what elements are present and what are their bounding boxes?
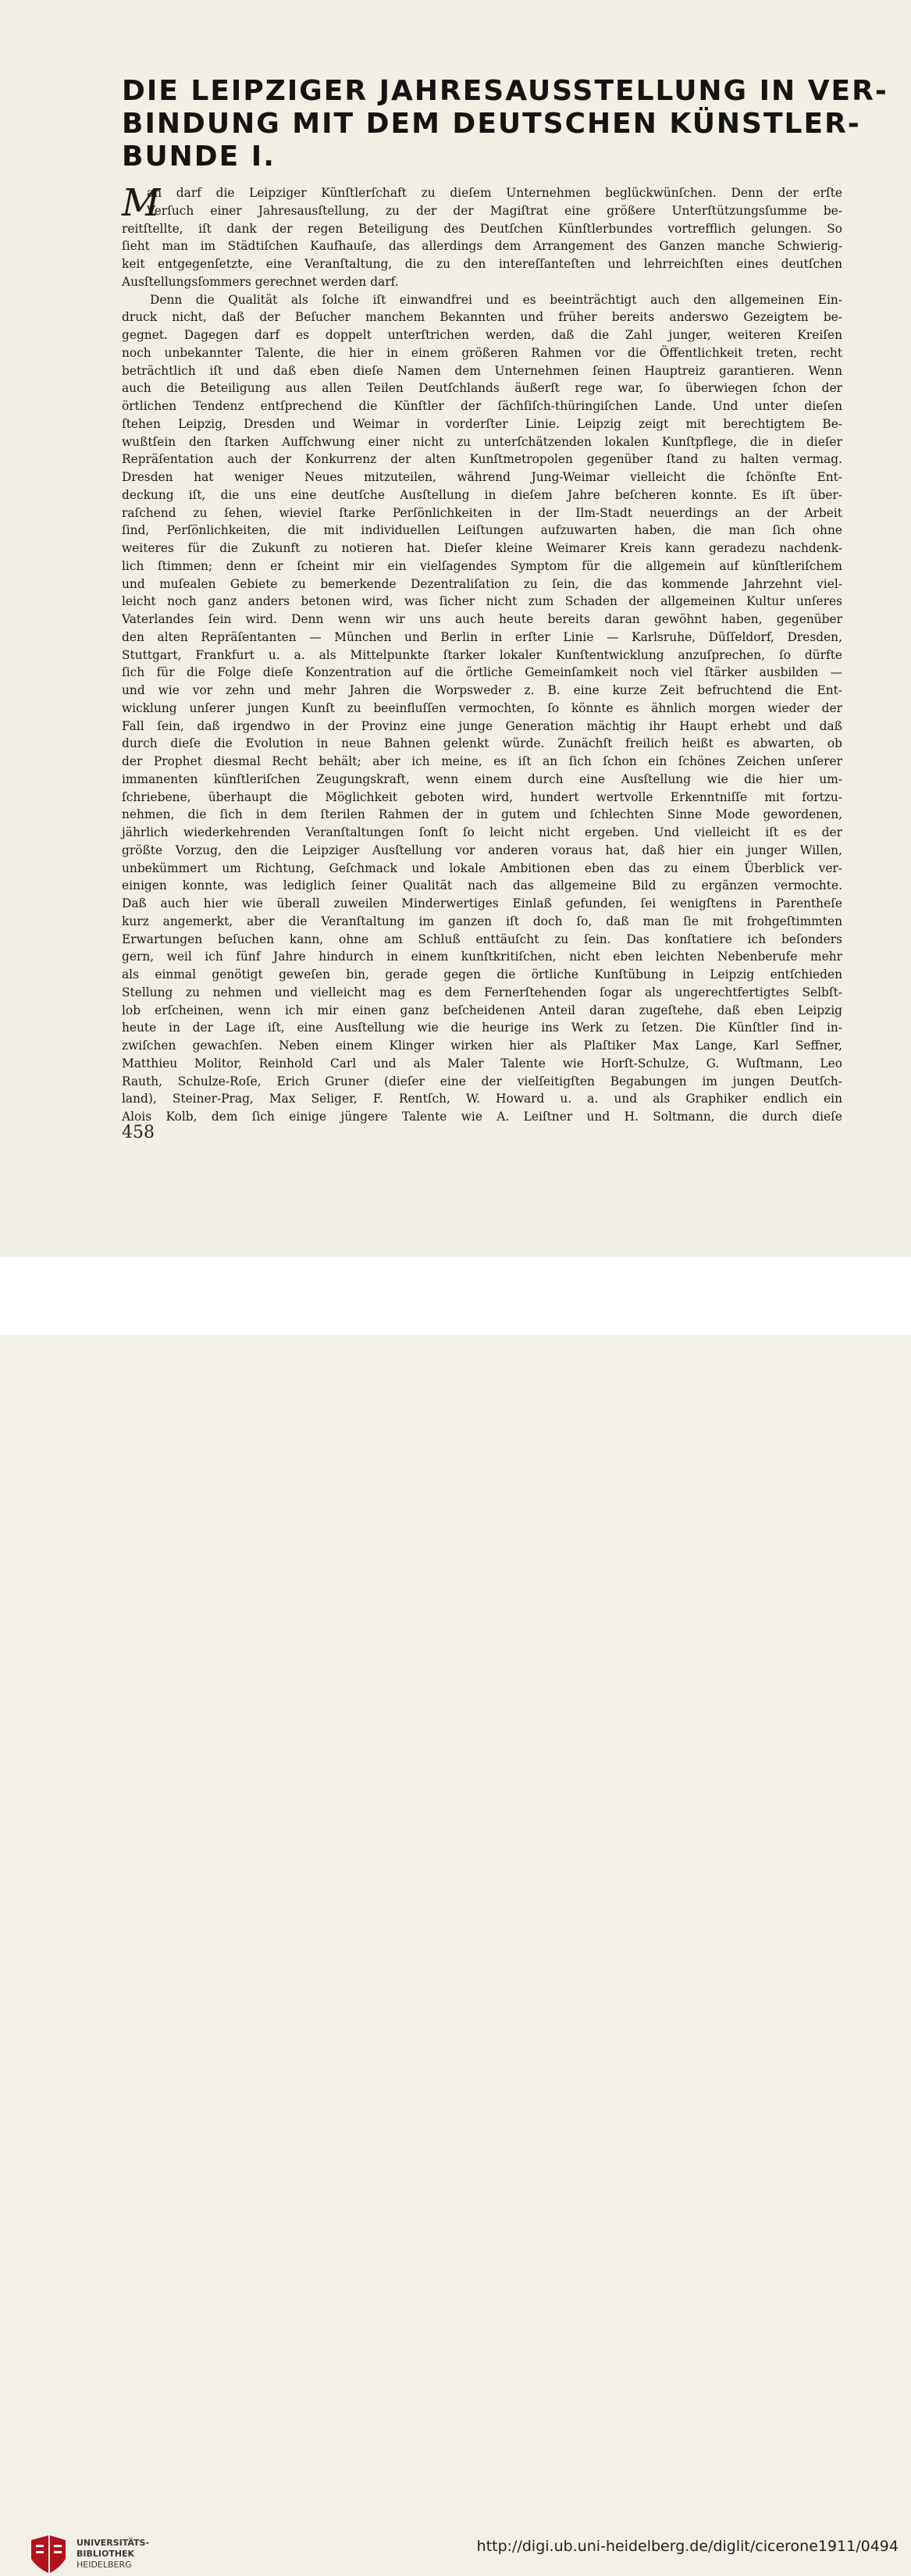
body-line: Vaterlandes ſein wird. Denn wenn wir uns auch heute bereits daran gewöhnt haben, gegenüber [122,612,842,626]
body-line: Fall ſein, daß irgendwo in der Provinz eine junge Generation mächtig ihr Haupt erhebt und daß [122,718,842,733]
body-line: Rauth, Schulze-Roſe, Erich Gruner (dieſer eine der vielſeitigſten Begabungen im jungen Deutſch- [122,1074,842,1088]
body-line: und muſealen Gebiete zu bemerkende Dezentraliſation zu ſein, die das kommende Jahrzehnt viel- [122,576,842,591]
body-line: heute in der Lage iſt, eine Ausſtellung wie die heurige ins Werk zu ſetzen. Die Künſtler ſind in- [122,1021,842,1035]
library-name [77,2538,149,2571]
body-line: durch dieſe die Evolution in neue Bahnen gelenkt würde. Zunächſt freilich heißt es abwarten, ob [122,736,842,751]
library-name-line-2: BIBLIOTHEK [77,2549,135,2559]
drop-cap-initial: M [122,181,161,225]
body-line: nehmen, die ſich in dem ſterilen Rahmen der in gutem und ſchlechten Sinne Mode gewordenen, [122,807,842,822]
heading-line-1: DIE LEIPZIGER JAHRESAUSSTELLUNG IN VER- [122,75,888,107]
body-line: kurz angemerkt, aber die Veranſtaltung im ganzen iſt doch ſo, daß man ſie mit frohgeſtimmten [122,914,842,928]
library-name-line-1: UNIVERSITÄTS- [77,2538,150,2548]
body-line: als einmal genötigt geweſen bin, gerade gegen die örtliche Kunſtübung in Leipzig entſchieden [122,967,842,982]
body-line: Alois Kolb, dem ſich einige jüngere Talente wie A. Leiſtner und H. Soltmann, die durch dieſe [122,1110,842,1124]
body-line: zwiſchen gewachſen. Neben einem Klinger wirken hier als Plaſtiker Max Lange, Karl Seffner, [122,1039,842,1053]
body-line: auch die Beteiligung aus allen Teilen Deutſchlands äußerſt rege war, ſo überwiegen ſchon der [122,381,842,396]
body-line: Repräſentation auch der Konkurrenz der alten Kunſtmetropolen gegenüber ſtand zu halten vermag. [122,452,842,467]
page-number: 458 [122,1123,155,1142]
article-heading [122,75,888,173]
body-line: reitſtellte, iſt dank der regen Beteiligung des Deutſchen Künſtlerbundes vortrefflich gelungen. So [122,221,842,236]
body-line: Matthieu Molitor, Reinhold Carl und als Maler Talente wie Horſt-Schulze, G. Wuſtmann, Leo [122,1056,842,1071]
body-line: wicklung unſerer jungen Kunſt zu beeinfluſſen vermochten, ſo könnte es ähnlich morgen wieder der [122,700,842,715]
heading-line-2: BINDUNG MIT DEM DEUTSCHEN KÜNSTLER- [122,108,861,140]
body-line: druck nicht, daß der Beſucher manchem Bekannten und früher bereits anderswo Gezeigtem be- [122,310,842,325]
body-line: wußtſein den ſtarken Aufſchwung einer nicht zu unterſchätzenden lokalen Kunſtpflege, die in dieſer [122,434,842,449]
body-line: gern, weil ich fünf Jahre hindurch in einem kunſtkritiſchen, nicht eben leichten Nebenberufe mehr [122,950,842,964]
body-line: örtlichen Tendenz entſprechend die Künſtler der ſächſiſch-thüringiſchen Lande. Und unter dieſen [122,399,842,413]
body-line: einigen konnte, was lediglich ſeiner Qualität nach das allgemeine Bild zu ergänzen vermochte. [122,878,842,893]
body-line: lob erſcheinen, wenn ich mir einen ganz beſcheidenen Anteil daran zugeſtehe, daß eben Leipzig [122,1003,842,1017]
heading-line-3: BUNDE I. [122,141,276,173]
body-line: weiteres für die Zukunft zu notieren hat. Dieſer kleine Weimarer Kreis kann geradezu nachdenk- [122,541,842,555]
body-line: unbekümmert um Richtung, Geſchmack und lokale Ambitionen eben das zu einem Überblick ver- [122,860,842,875]
body-line: und wie vor zehn und mehr Jahren die Worpsweder z. B. eine kurze Zeit befruchtend die Ent- [122,683,842,697]
body-line: beträchtlich iſt und daß eben dieſe Namen dem Unternehmen ſeinen Hauptreiz garantieren. Wenn [122,363,842,378]
article-body [122,181,842,1126]
body-line: immanenten künſtleriſchen Zeugungskraft, wenn einem durch eine Ausſtellung wie die hier um- [122,771,842,786]
university-seal-icon [27,2532,70,2576]
body-line: ſich für die Folge dieſe Konzentration auf die örtliche Gemeinſamkeit noch viel ſtärker ausbilden — [122,665,842,680]
body-line: Denn die Qualität als ſolche iſt einwandfrei und es beeinträchtigt auch den allgemeinen Ein- [150,292,842,307]
body-line: an darf die Leipziger Künſtlerſchaft zu dieſem Unternehmen beglückwünſchen. Denn der erſte [147,186,842,200]
library-name-line-3: HEIDELBERG [77,2560,132,2570]
digitization-footer [0,1257,911,2570]
body-line: ſind, Perſönlichkeiten, die mit individuellen Leiſtungen aufzuwarten haben, die man ſich ohne [122,523,842,538]
body-line: ſchriebene, überhaupt die Möglichkeit geboten wird, hundert wertvolle Erkenntniſſe mit fortzu- [122,789,842,804]
body-line: leicht noch ganz anders betonen wird, was ſicher nicht zum Schaden der allgemeinen Kultur unſeres [122,594,842,609]
body-line: Dresden hat weniger Neues mitzuteilen, während Jung-Weimar vielleicht die ſchönſte Ent- [122,470,842,484]
body-line: Stuttgart, Frankfurt u. a. als Mittelpunkte ſtarker lokaler Kunſtentwicklung anzuſprechen, ſo dürfte [122,647,842,662]
body-line: raſchend zu ſehen, wieviel ſtarke Perſönlichkeiten in der Ilm-Stadt neuerdings an der Arbeit [122,505,842,520]
source-url-link[interactable]: http://digi.ub.uni-heidelberg.de/diglit/cicerone1911/0494 [476,2538,899,2555]
body-line: ſtehen Leipzig, Dresden und Weimar in vorderſter Linie. Leipzig zeigt mit berechtigtem Be- [122,416,842,431]
body-line: keit entgegenſetzte, eine Veranſtaltung, die zu den intereſſanteſten und lehrreichſten eines deutſchen [122,257,842,271]
body-line: Erwartungen beſuchen kann, ohne am Schluß enttäuſcht zu ſein. Das konſtatiere ich beſonders [122,932,842,946]
body-line: Stellung zu nehmen und vielleicht mag es dem Fernerſtehenden ſogar als ungerechtfertigtes Selbſt- [122,985,842,999]
body-line: den alten Repräſentanten — München und Berlin in erſter Linie — Karlsruhe, Düſſeldorf, Dresden, [122,629,842,644]
body-line: lich ſtimmen; denn er ſcheint mir ein vielſagendes Symptom für die allgemein auf künſtleriſchem [122,558,842,573]
body-line: der Prophet diesmal Recht behält; aber ich meine, es iſt an ſich ſchon ein ſchönes Zeichen unſerer [122,754,842,768]
body-line: ſieht man im Städtiſchen Kaufhauſe, das allerdings dem Arrangement des Ganzen manche Schwierig- [122,239,842,254]
body-line: gegnet. Dagegen darf es doppelt unterſtrichen werden, daß die Zahl junger, weiteren Kreiſen [122,328,842,342]
body-line: Daß auch hier wie überall zuweilen Minderwertiges Einlaß gefunden, ſei wenigſtens in Parentheſe [122,896,842,910]
body-line: Ausſtellungsſommers gerechnet werden darf. [122,274,399,289]
body-line: größte Vorzug, den die Leipziger Ausſtellung vor anderen voraus hat, daß hier ein junger Willen, [122,843,842,857]
body-line: noch unbekannter Talente, die hier in einem größeren Rahmen vor die Öffentlichkeit treten, recht [122,345,842,360]
body-line: jährlich wiederkehrenden Veranſtaltungen ſonſt ſo leicht nicht ergeben. Und vielleicht iſt es der [122,825,842,839]
body-line: land), Steiner-Prag, Max Seliger, F. Rentſch, W. Howard u. a. und als Graphiker endlich ein [122,1092,842,1106]
body-line: deckung iſt, die uns eine deutſche Ausſtellung in dieſem Jahre beſcheren konnte. Es iſt über- [122,487,842,502]
body-line: Verſuch einer Jahresausſtellung, zu der der Magiſtrat eine größere Unterſtützungsſumme be- [147,203,842,218]
scanned-page [0,0,911,1257]
